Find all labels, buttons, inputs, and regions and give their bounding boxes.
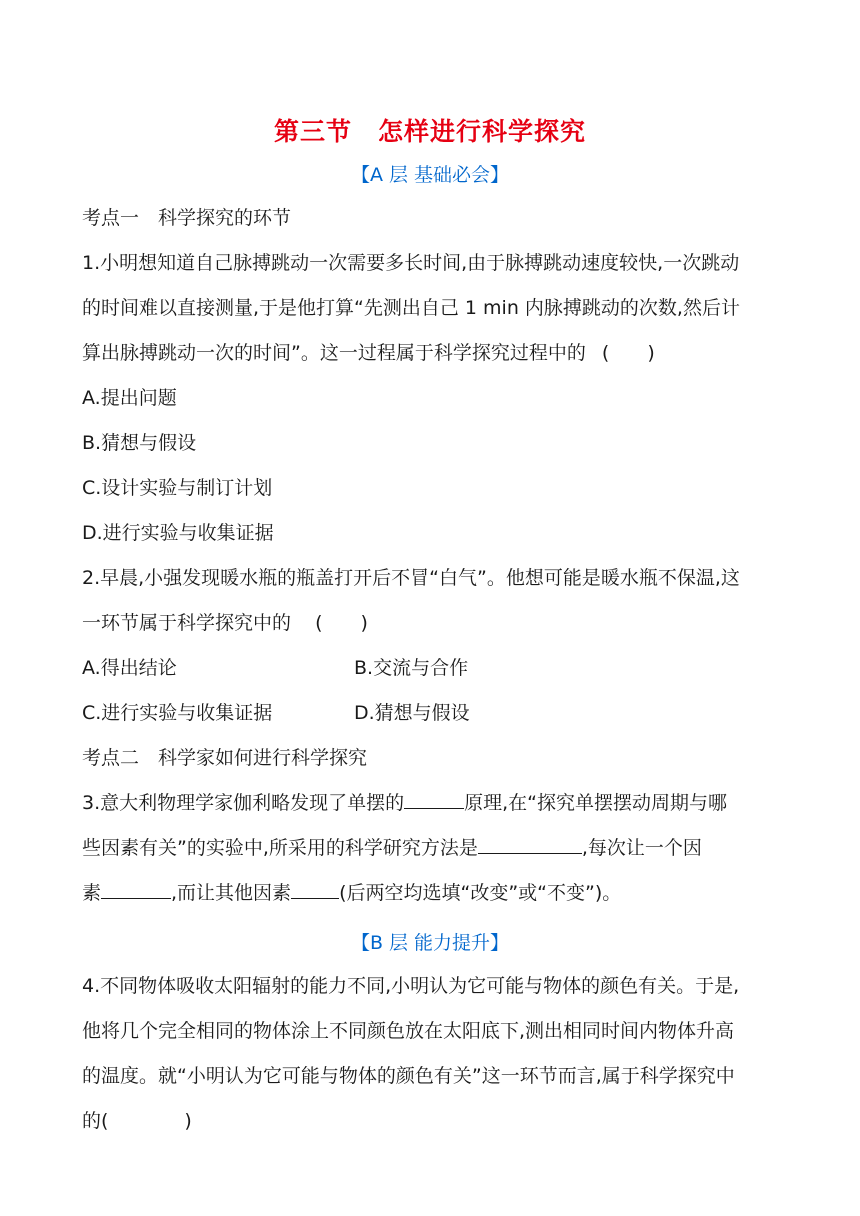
q2-line-2 (82, 610, 368, 636)
q3-line-1-text-a: 3.意大利物理学家伽利略发现了单摆的 (82, 792, 405, 814)
q1-option-c: C.设计实验与制订计划 (82, 477, 273, 499)
section-heading-1: 考点一 科学探究的环节 (82, 207, 292, 229)
q2-answer-paren[interactable]: ( ) (315, 612, 368, 634)
q3-blank-3[interactable] (101, 880, 171, 899)
q2-option-c: C.进行实验与收集证据 (82, 702, 273, 724)
q1-line-2: 的时间难以直接测量,于是他打算“先测出自己 1 min 内脉搏跳动的次数,然后计 (82, 297, 740, 319)
q3-line-3 (82, 880, 621, 906)
section-heading-2: 考点二 科学家如何进行科学探究 (82, 747, 368, 769)
q3-line-2-text-a: 些因素有关”的实验中,所采用的科学研究方法是 (82, 837, 478, 859)
q3-blank-1[interactable] (404, 790, 464, 809)
q1-option-a: A.提出问题 (82, 387, 177, 409)
q1-line-3 (82, 340, 655, 366)
q4-line-2: 他将几个完全相同的物体涂上不同颜色放在太阳底下,测出相同时间内物体升高 (82, 1020, 735, 1042)
q4-line-4-text: 的 (82, 1110, 102, 1132)
q2-line-1: 2.早晨,小强发现暖水瓶的瓶盖打开后不冒“白气”。他想可能是暖水瓶不保温,这 (82, 567, 740, 589)
q3-blank-4[interactable] (291, 880, 339, 899)
q3-blank-2[interactable] (478, 835, 582, 854)
q3-line-2-text-b: ,每次让一个因 (581, 837, 702, 859)
q3-line-3-text-a: 素 (82, 882, 102, 904)
q3-line-1 (82, 790, 727, 816)
level-a-heading: 【A 层 基础必会】 (350, 164, 510, 186)
q3-line-3-text-b: ,而让其他因素 (171, 882, 292, 904)
page-title: 第三节 怎样进行科学探究 (273, 117, 586, 146)
q4-line-3: 的温度。就“小明认为它可能与物体的颜色有关”这一环节而言,属于科学探究中 (82, 1065, 735, 1087)
q2-option-b: B.交流与合作 (354, 657, 469, 679)
q2-line-2-text: 一环节属于科学探究中的 (82, 612, 292, 634)
q4-line-4 (82, 1108, 192, 1134)
q3-line-3-text-c: (后两空均选填“改变”或“不变”)。 (339, 882, 622, 904)
q1-line-3-text: 算出脉搏跳动一次的时间”。这一过程属于科学探究过程中的 (82, 342, 586, 364)
q2-option-d: D.猜想与假设 (354, 702, 470, 724)
level-b-heading: 【B 层 能力提升】 (350, 932, 510, 954)
q1-line-1: 1.小明想知道自己脉搏跳动一次需要多长时间,由于脉搏跳动速度较快,一次跳动 (82, 252, 740, 274)
q1-answer-paren[interactable]: ( ) (601, 342, 655, 364)
q3-line-1-text-b: 原理,在“探究单摆摆动周期与哪 (464, 792, 728, 814)
q1-option-b: B.猜想与假设 (82, 432, 197, 454)
q2-option-a: A.得出结论 (82, 657, 177, 679)
q1-option-d: D.进行实验与收集证据 (82, 522, 274, 544)
q3-line-2 (82, 835, 702, 861)
q4-line-1: 4.不同物体吸收太阳辐射的能力不同,小明认为它可能与物体的颜色有关。于是, (82, 975, 740, 997)
q4-answer-paren[interactable]: ( ) (101, 1110, 192, 1132)
